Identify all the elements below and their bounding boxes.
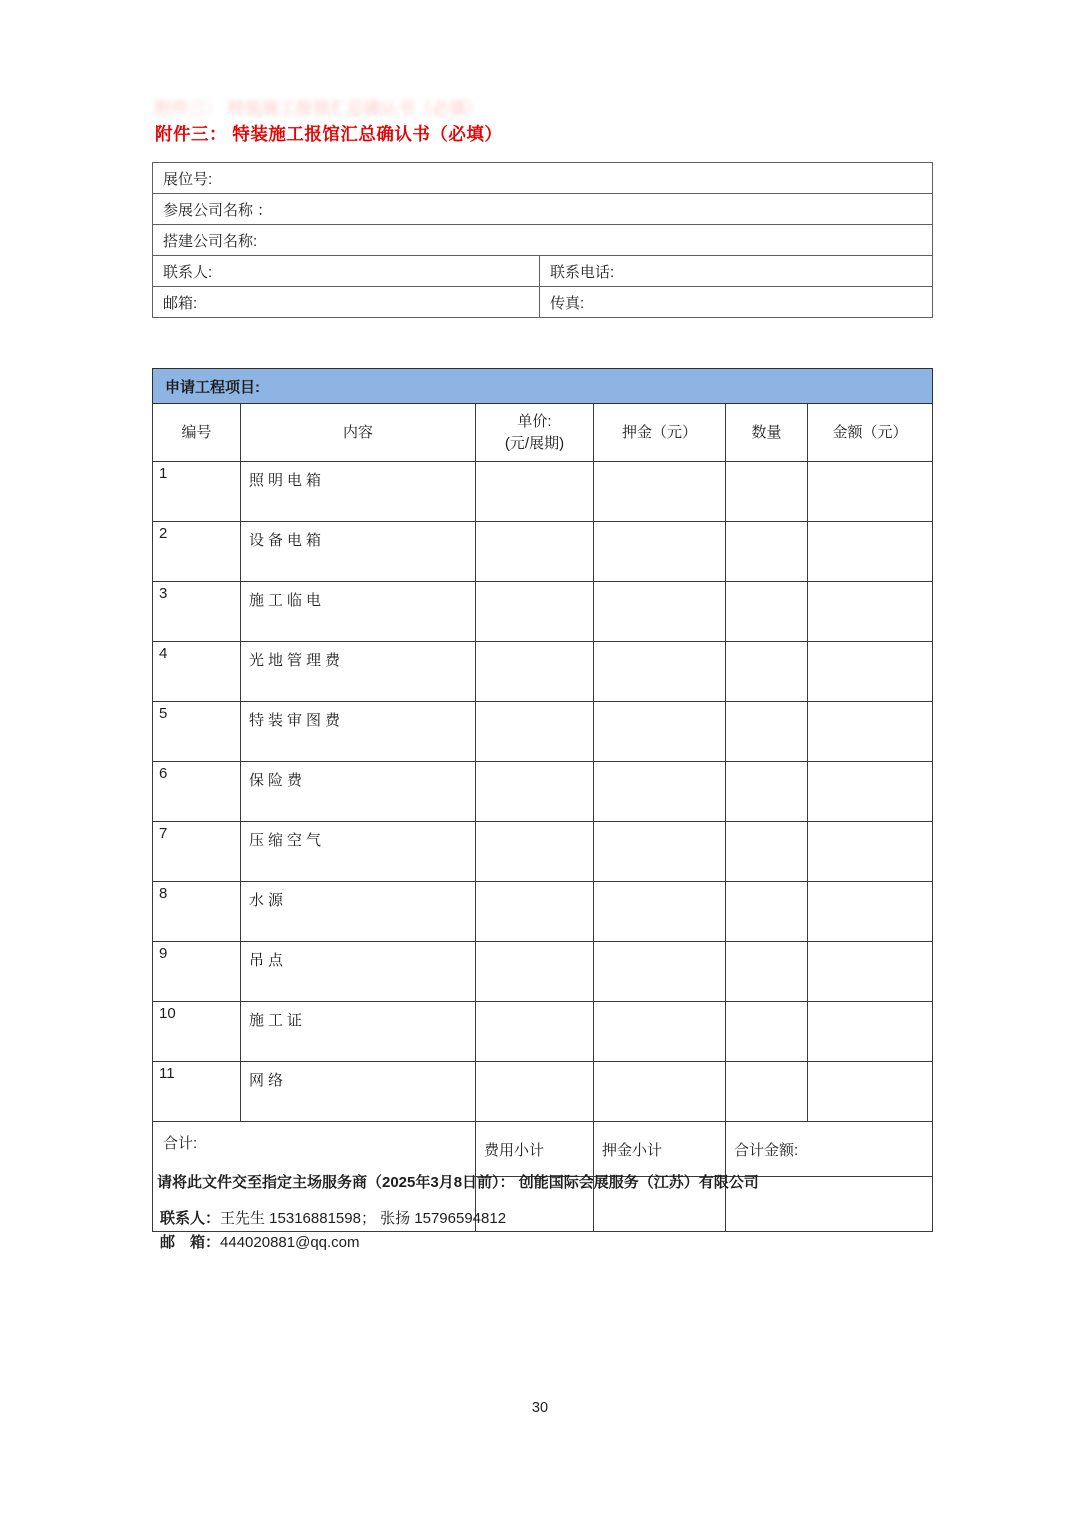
deposit-cell xyxy=(594,762,726,822)
col-header-content: 内容 xyxy=(241,404,476,462)
unit-price-cell xyxy=(476,702,594,762)
exhibitor-company-row xyxy=(153,194,933,225)
table-row xyxy=(153,822,933,882)
email-line-label: 邮 箱： xyxy=(160,1234,221,1251)
table-row xyxy=(153,522,933,582)
unit-price-cell xyxy=(476,582,594,642)
item-no: 7 xyxy=(153,822,241,882)
title-ghost-artifact: 附件三： 特装施工报馆汇总确认书（必填） xyxy=(155,99,483,118)
email-line-value: 444020881@qq.com xyxy=(220,1234,360,1251)
total-amount-label: 合计金额: xyxy=(726,1122,933,1177)
total-label-cell: 合计: xyxy=(153,1122,476,1232)
unit-price-cell xyxy=(476,522,594,582)
table-row xyxy=(153,882,933,942)
quantity-cell xyxy=(726,822,808,882)
item-name: 设备电箱 xyxy=(241,522,476,582)
deposit-cell xyxy=(594,522,726,582)
item-no: 4 xyxy=(153,642,241,702)
item-no: 3 xyxy=(153,582,241,642)
fax-label: 传真: xyxy=(540,287,933,318)
amount-cell xyxy=(808,882,933,942)
contact-person-label: 联系人: xyxy=(153,256,540,287)
page-number: 30 xyxy=(531,1400,549,1416)
item-name: 光地管理费 xyxy=(241,642,476,702)
deposit-cell xyxy=(594,1062,726,1122)
item-name: 网络 xyxy=(241,1062,476,1122)
project-application-table xyxy=(152,368,933,1232)
item-no: 10 xyxy=(153,1002,241,1062)
item-name: 保险费 xyxy=(241,762,476,822)
unit-price-cell xyxy=(476,1062,594,1122)
amount-cell xyxy=(808,582,933,642)
contact-phone-label: 联系电话: xyxy=(540,256,933,287)
email-label: 邮箱: xyxy=(153,287,540,318)
item-name: 照明电箱 xyxy=(241,462,476,522)
item-no: 1 xyxy=(153,462,241,522)
item-name: 压缩空气 xyxy=(241,822,476,882)
deposit-cell xyxy=(594,942,726,1002)
quantity-cell xyxy=(726,642,808,702)
builder-company-label: 搭建公司名称: xyxy=(153,225,933,256)
amount-cell xyxy=(808,942,933,1002)
item-no: 2 xyxy=(153,522,241,582)
table-row xyxy=(153,762,933,822)
unit-price-cell xyxy=(476,882,594,942)
item-no: 5 xyxy=(153,702,241,762)
deposit-cell xyxy=(594,822,726,882)
table-row xyxy=(153,642,933,702)
item-no: 9 xyxy=(153,942,241,1002)
amount-cell xyxy=(808,462,933,522)
exhibitor-company-label: 参展公司名称 ： xyxy=(153,194,933,225)
quantity-cell xyxy=(726,762,808,822)
item-no: 11 xyxy=(153,1062,241,1122)
fee-subtotal-label: 费用小计 xyxy=(476,1122,594,1177)
exhibitor-info-table xyxy=(152,162,933,318)
unit-price-cell xyxy=(476,642,594,702)
email-fax-row xyxy=(153,287,933,318)
amount-cell xyxy=(808,642,933,702)
quantity-cell xyxy=(726,582,808,642)
deposit-cell xyxy=(594,882,726,942)
table-header-row xyxy=(153,404,933,462)
unit-price-cell xyxy=(476,942,594,1002)
table-caption-row xyxy=(153,369,933,404)
quantity-cell xyxy=(726,882,808,942)
deposit-cell xyxy=(594,582,726,642)
amount-cell xyxy=(808,702,933,762)
quantity-cell xyxy=(726,462,808,522)
amount-cell xyxy=(808,1002,933,1062)
contact-line-label: 联系人： xyxy=(160,1210,221,1227)
booth-number-label: 展位号: xyxy=(153,163,933,194)
deposit-subtotal-label: 押金小计 xyxy=(594,1122,726,1177)
builder-company-row xyxy=(153,225,933,256)
table-row xyxy=(153,702,933,762)
item-name: 水源 xyxy=(241,882,476,942)
col-header-no: 编号 xyxy=(153,404,241,462)
deposit-cell xyxy=(594,462,726,522)
item-name: 施工证 xyxy=(241,1002,476,1062)
table-row xyxy=(153,582,933,642)
amount-cell xyxy=(808,822,933,882)
table-caption: 申请工程项目: xyxy=(153,369,933,404)
table-row xyxy=(153,462,933,522)
email-line xyxy=(160,1231,360,1252)
table-row xyxy=(153,942,933,1002)
item-name: 施工临电 xyxy=(241,582,476,642)
unit-price-cell xyxy=(476,462,594,522)
amount-cell xyxy=(808,1062,933,1122)
amount-cell xyxy=(808,522,933,582)
quantity-cell xyxy=(726,702,808,762)
item-name: 特装审图费 xyxy=(241,702,476,762)
totals-label-row xyxy=(153,1122,933,1177)
quantity-cell xyxy=(726,942,808,1002)
unit-price-cell xyxy=(476,762,594,822)
amount-cell xyxy=(808,762,933,822)
contact-line xyxy=(160,1207,506,1228)
item-name: 吊点 xyxy=(241,942,476,1002)
quantity-cell xyxy=(726,1002,808,1062)
deposit-cell xyxy=(594,702,726,762)
col-header-quantity: 数量 xyxy=(726,404,808,462)
table-row xyxy=(153,1062,933,1122)
unit-price-line1: 单价: xyxy=(517,412,552,430)
col-header-amount: 金额（元） xyxy=(808,404,933,462)
unit-price-cell xyxy=(476,822,594,882)
table-row xyxy=(153,1002,933,1062)
item-no: 8 xyxy=(153,882,241,942)
unit-price-cell xyxy=(476,1002,594,1062)
deposit-cell xyxy=(594,1002,726,1062)
quantity-cell xyxy=(726,522,808,582)
booth-number-row xyxy=(153,163,933,194)
deposit-cell xyxy=(594,642,726,702)
quantity-cell xyxy=(726,1062,808,1122)
unit-price-line2: (元/展期) xyxy=(504,434,565,452)
contact-line-value: 王先生 15316881598； 张扬 15796594812 xyxy=(220,1210,507,1227)
col-header-unit-price xyxy=(476,404,594,462)
col-header-deposit: 押金（元） xyxy=(594,404,726,462)
contact-row xyxy=(153,256,933,287)
page-title: 附件三： 特装施工报馆汇总确认书（必填） xyxy=(155,124,503,144)
submission-instruction: 请将此文件交至指定主场服务商（2025年3月8日前）： 创能国际会展服务（江苏）有限公司 xyxy=(157,1174,759,1191)
item-no: 6 xyxy=(153,762,241,822)
